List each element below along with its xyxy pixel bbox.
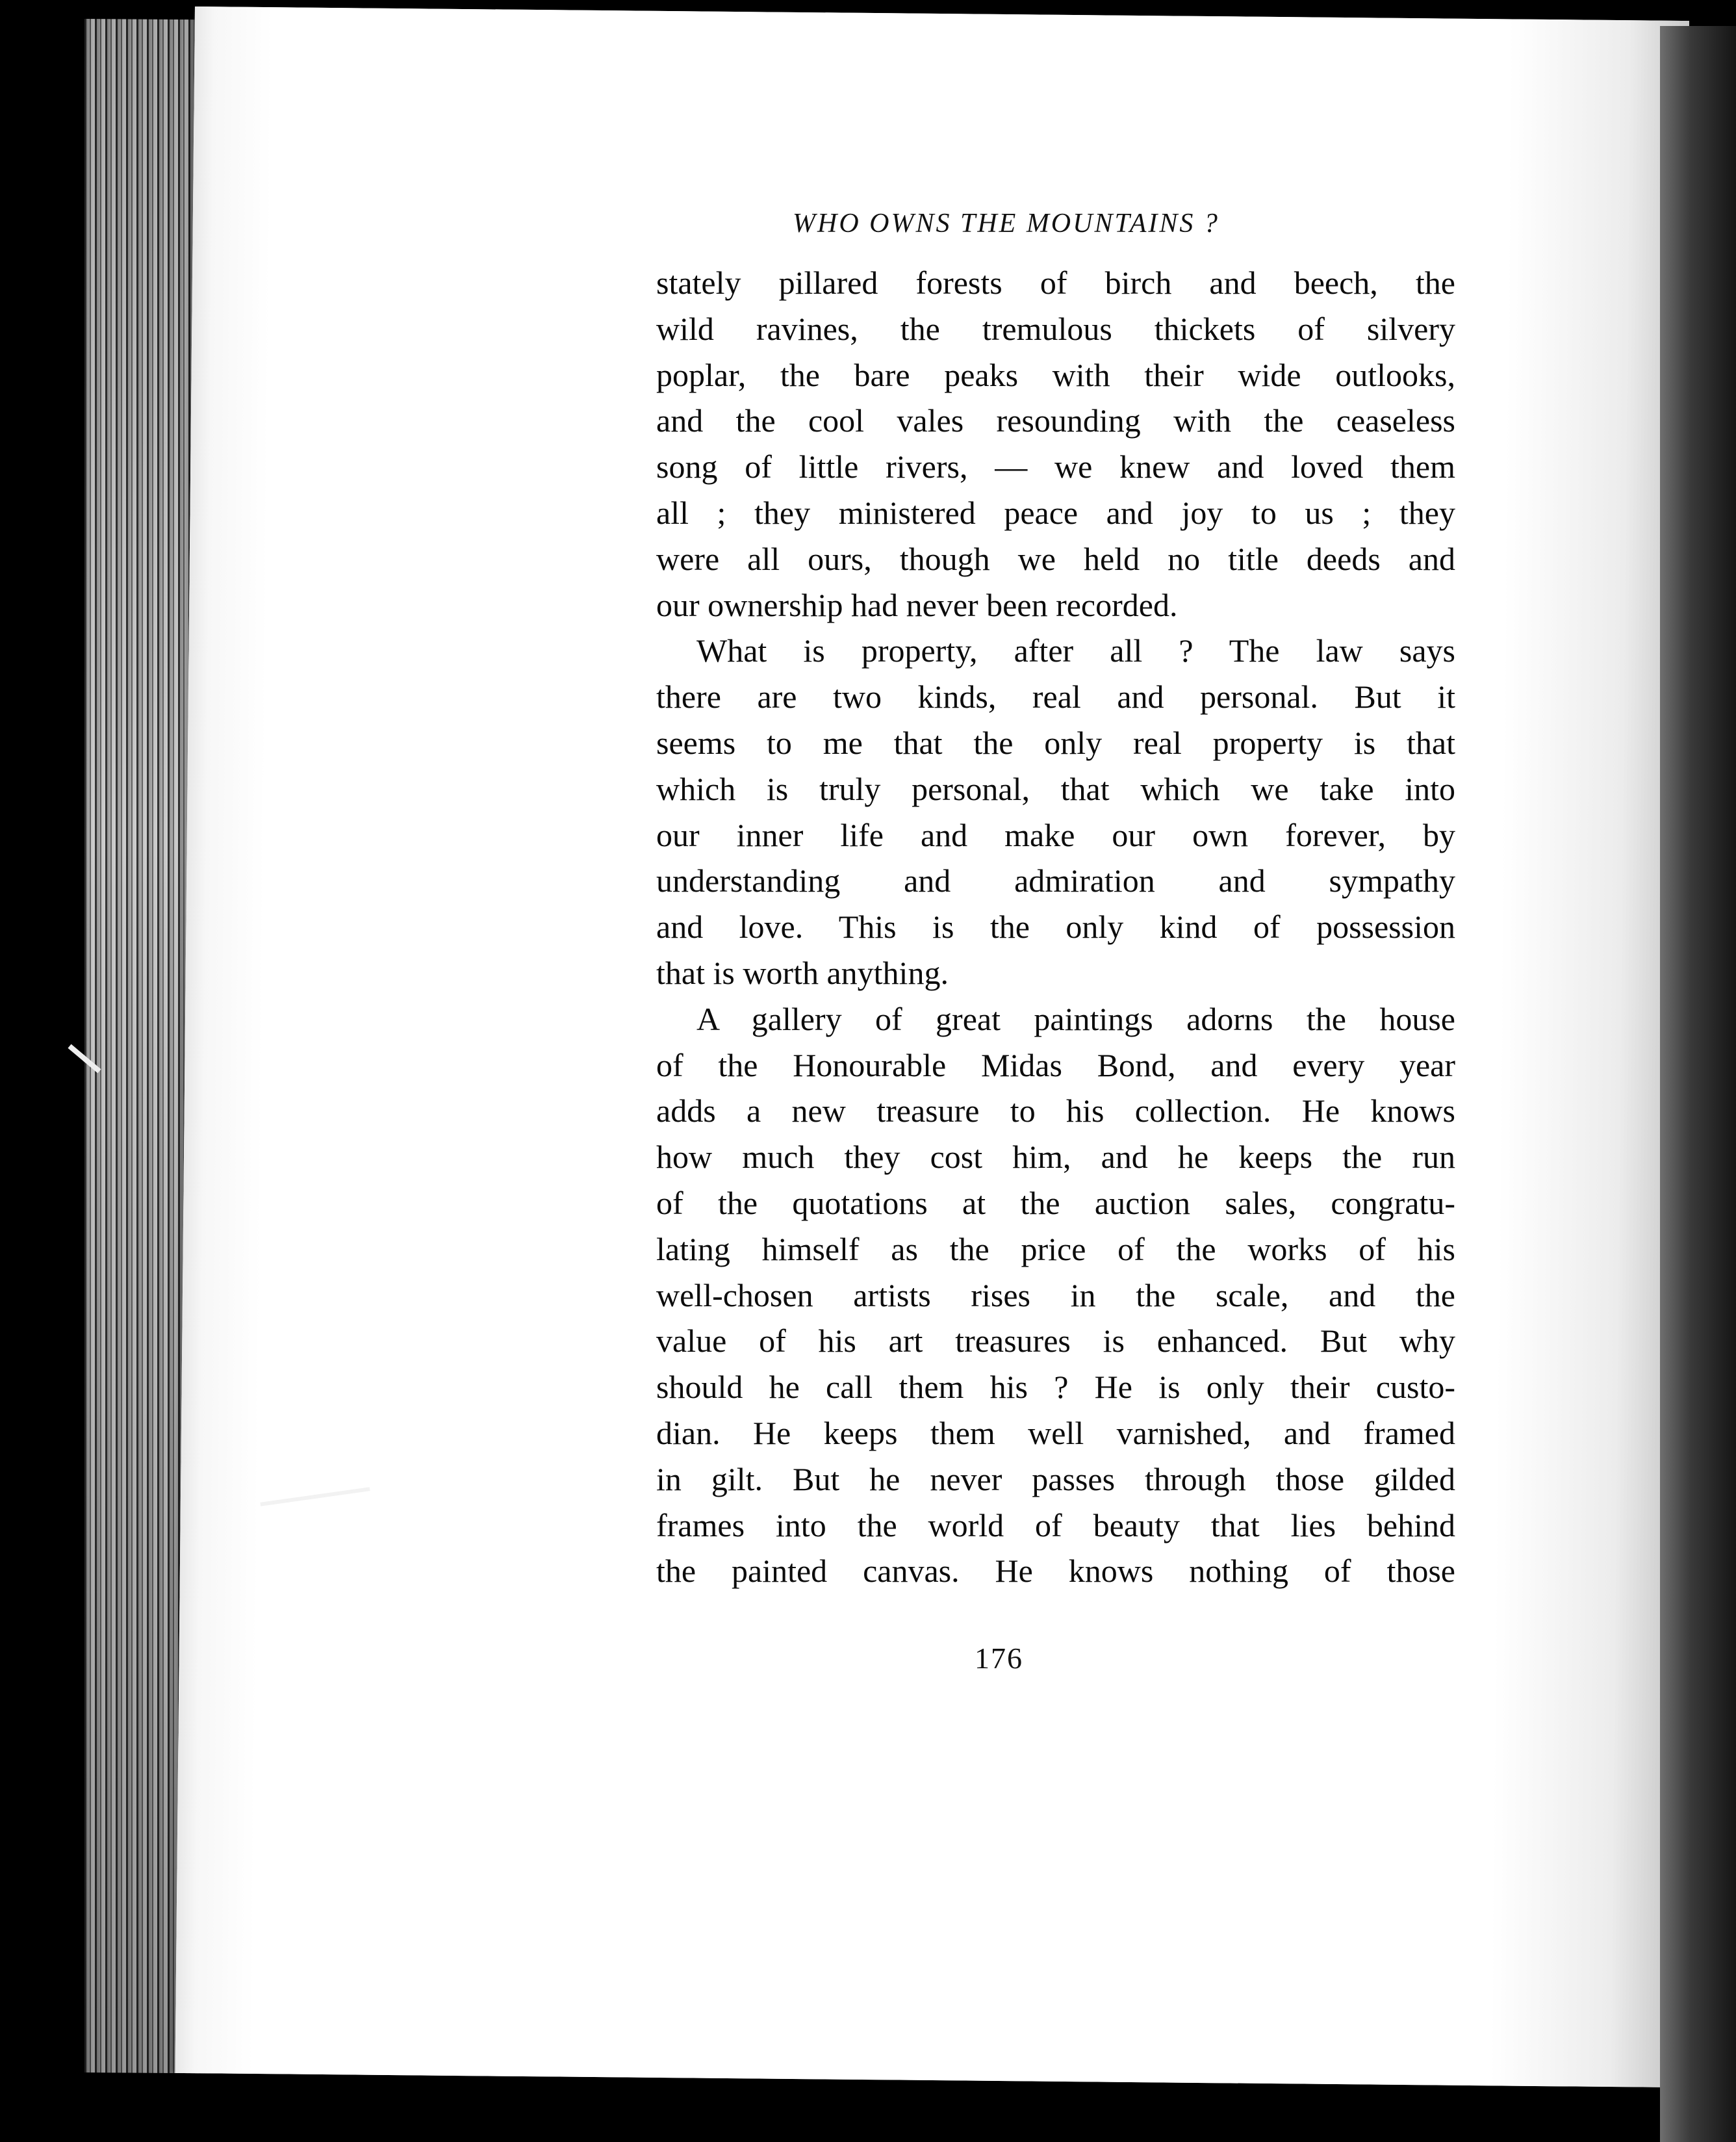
body-text bbox=[656, 260, 1455, 1594]
text-line: in gilt. But he never passes through those gilded bbox=[656, 1460, 1455, 1497]
text-line: and love. This is the only kind of possession bbox=[656, 909, 1455, 946]
text-line: frames into the world of beauty that lies behind bbox=[656, 1506, 1455, 1543]
text-line: and the cool vales resounding with the ceaseless bbox=[656, 402, 1455, 439]
text-line: song of little rivers, — we knew and loved them bbox=[656, 448, 1455, 485]
text-line: What is property, after all ? The law says bbox=[696, 632, 1455, 669]
text-line: adds a new treasure to his collection. He knows bbox=[656, 1092, 1455, 1129]
text-line: well-chosen artists rises in the scale, and the bbox=[656, 1276, 1455, 1313]
text-line: wild ravines, the tremulous thickets of silvery bbox=[656, 310, 1455, 347]
text-line: our inner life and make our own forever, by bbox=[656, 816, 1455, 853]
text-line: understanding and admiration and sympathy bbox=[656, 862, 1455, 899]
page-number: 176 bbox=[975, 1642, 1023, 1675]
text-line: should he call them his ? He is only their custo- bbox=[656, 1369, 1455, 1406]
text-line: of the Honourable Midas Bond, and every year bbox=[656, 1046, 1455, 1083]
text-line: that is worth anything. bbox=[656, 954, 949, 991]
text-line: of the quotations at the auction sales, congratu- bbox=[656, 1184, 1455, 1221]
facing-page-gutter bbox=[1660, 26, 1736, 2142]
text-line: value of his art treasures is enhanced. But why bbox=[656, 1323, 1455, 1360]
text-line: how much they cost him, and he keeps the run bbox=[656, 1139, 1455, 1176]
text-line: seems to me that the only real property is that bbox=[656, 724, 1455, 761]
text-line: dian. He keeps them well varnished, and framed bbox=[656, 1414, 1455, 1451]
text-line: all ; they ministered peace and joy to us ; they bbox=[656, 494, 1455, 531]
text-line: poplar, the bare peaks with their wide outlooks, bbox=[656, 356, 1455, 393]
text-line: were all ours, though we held no title deeds and bbox=[656, 540, 1455, 577]
text-line: which is truly personal, that which we take into bbox=[656, 770, 1455, 807]
text-line: our ownership had never been recorded. bbox=[656, 586, 1178, 623]
running-head: WHO OWNS THE MOUNTAINS ? bbox=[793, 209, 1219, 239]
text-line: A gallery of great paintings adorns the house bbox=[696, 1000, 1455, 1037]
text-line: there are two kinds, real and personal. But it bbox=[656, 678, 1455, 716]
text-line: lating himself as the price of the works of his bbox=[656, 1230, 1455, 1267]
text-line: stately pillared forests of birch and beech, the bbox=[656, 265, 1455, 301]
text-line: the painted canvas. He knows nothing of those bbox=[656, 1553, 1455, 1590]
